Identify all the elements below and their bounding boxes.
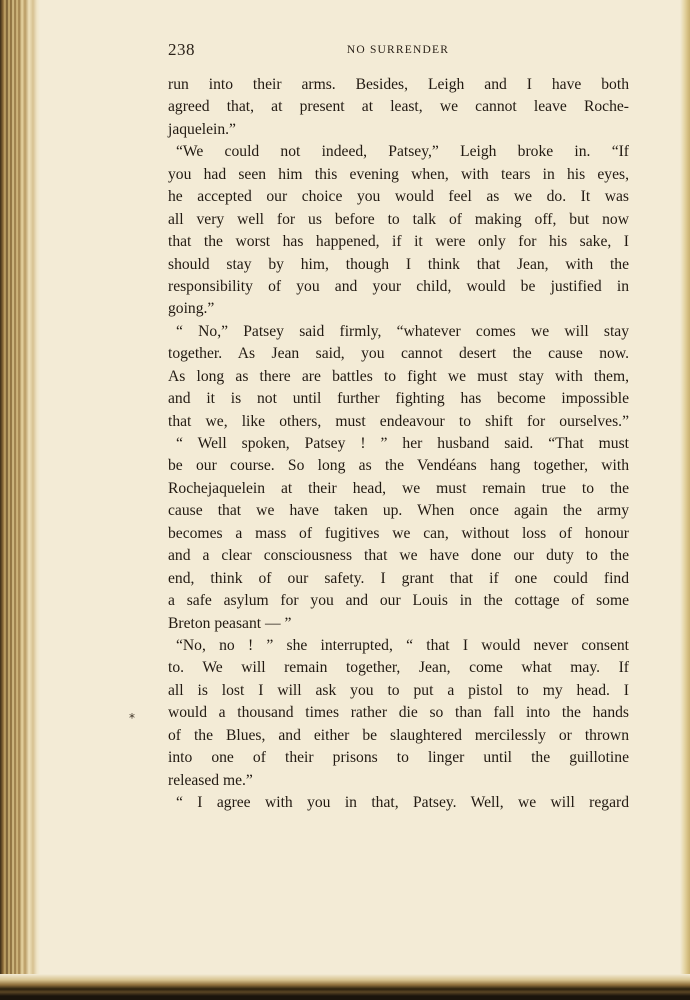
text-line: together. As Jean said, you cannot desert the cause now. <box>168 345 629 363</box>
text-line: becomes a mass of fugitives we can, without loss of honour <box>168 524 629 542</box>
text-line: “ No,” Patsey said firmly, “whatever comes we will stay <box>176 322 629 340</box>
text-line: end, think of our safety. I grant that if one could find <box>168 569 629 587</box>
text-line: you had seen him this evening when, with tears in his eyes, <box>168 165 629 183</box>
text-line: “No, no ! ” she interrupted, “ that I would never consent <box>176 636 629 654</box>
text-line: be our course. So long as the Vendéans hang together, with <box>168 457 629 475</box>
text-line: agreed that, at present at least, we cannot leave Roche- <box>168 98 629 116</box>
text-line: cause that we have taken up. When once again the army <box>168 502 629 520</box>
text-line: released me.” <box>168 771 253 789</box>
margin-mark: * <box>129 711 135 725</box>
page-edge-right <box>680 0 690 1000</box>
text-line: “ Well spoken, Patsey ! ” her husband said. “That must <box>176 435 629 452</box>
text-line: all is lost I will ask you to put a pistol to my head. I <box>168 681 629 699</box>
text-line: that the worst has happened, if it were only for his sake, I <box>168 233 629 251</box>
running-title: NO SURRENDER <box>346 44 450 56</box>
page-edge-bottom <box>0 974 690 1000</box>
text-line: that we, like others, must endeavour to shift for ourselves.” <box>168 412 629 430</box>
text-line: jaquelein.” <box>168 120 236 138</box>
text-line: he accepted our choice you would feel as we do. It was <box>168 188 629 206</box>
book-spine-gutter <box>0 0 40 1000</box>
text-line: As long as there are battles to fight we must stay with them, <box>168 367 629 385</box>
text-line: and a clear consciousness that we have done our duty to the <box>168 547 629 565</box>
text-line: Rochejaquelein at their head, we must remain true to the <box>168 479 629 497</box>
text-line: would a thousand times rather die so than fall into the hands <box>168 704 629 722</box>
text-line: “ I agree with you in that, Patsey. Well, we will regard <box>176 794 629 811</box>
body-text <box>168 74 629 814</box>
page-number: 238 <box>168 40 195 59</box>
text-line: all very well for us before to talk of making off, but now <box>168 210 629 228</box>
text-line: of the Blues, and either be slaughtered mercilessly or thrown <box>168 726 629 744</box>
text-line: going.” <box>168 300 215 318</box>
text-line: “We could not indeed, Patsey,” Leigh broke in. “If <box>176 143 629 161</box>
text-line: a safe asylum for you and our Louis in the cottage of some <box>168 592 629 610</box>
text-line: Breton peasant — ” <box>168 614 292 632</box>
page-header <box>168 40 628 62</box>
text-line: into one of their prisons to linger until the guillotine <box>168 749 629 767</box>
text-line: responsibility of you and your child, would be justified in <box>168 277 629 295</box>
text-line: run into their arms. Besides, Leigh and I have both <box>168 76 629 93</box>
text-line: and it is not until further fighting has become impossible <box>168 390 629 408</box>
text-line: to. We will remain together, Jean, come what may. If <box>168 659 629 677</box>
text-line: should stay by him, though I think that Jean, with the <box>168 255 629 273</box>
